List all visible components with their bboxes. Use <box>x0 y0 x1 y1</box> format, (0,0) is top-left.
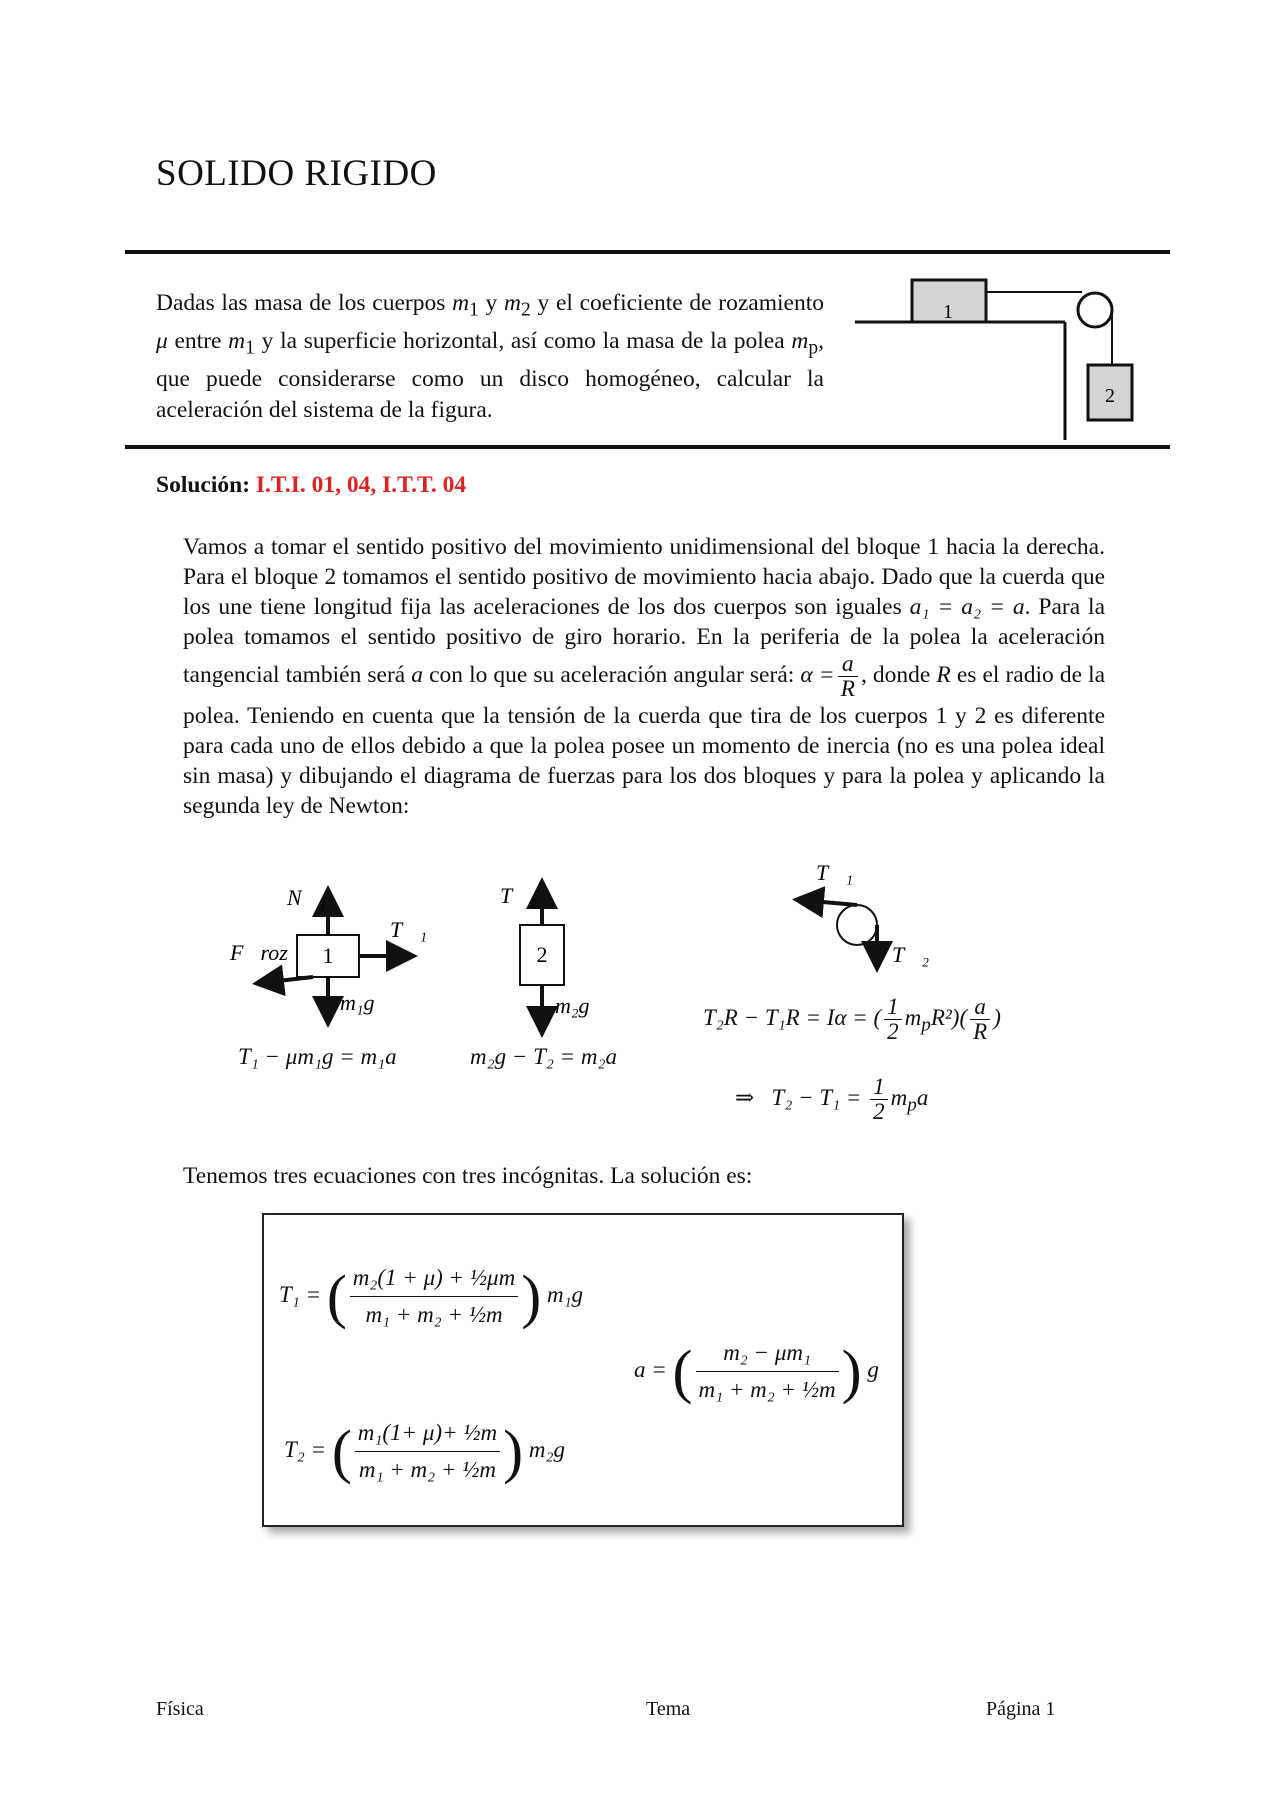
block2-label: 2 <box>1105 385 1115 407</box>
tension1-label: T⃗₁ <box>390 917 427 942</box>
friction-label: F⃗roz <box>230 940 288 965</box>
footer-left: Física <box>156 1698 204 1720</box>
a-solution: a = ( $\frac{\text{m₂ − μm₁}}{\text{m₁ + m₂ + ½m}}$ ) g <box>634 1335 879 1408</box>
alpha-fraction: $\frac{a}{R}$ <box>838 652 858 701</box>
pulley-force-diagram <box>780 850 940 980</box>
svg-text:2: 2 <box>536 942 548 967</box>
pulley-equation: T₂R − T₁R = Iα = ( $\frac{1}{2}$ $m_pR^2$)( $\frac{a}{R}$ ) <box>703 994 1001 1044</box>
block2-force-diagram <box>490 875 630 1040</box>
pulley-t1-label: T⃗₁ <box>816 860 853 885</box>
svg-text:1: 1 <box>322 943 334 968</box>
solution-header: Solución: I.T.I. 01, 04, I.T.T. 04 <box>156 472 467 498</box>
page-title: SOLIDO RIGIDO <box>156 153 437 194</box>
conclusion-text: Tenemos tres ecuaciones con tres incógnitas. La solución es: <box>183 1163 753 1189</box>
pulley-result: ⇒ T₂ − T₁ = $\frac{1}{2}$ $m_pa$ <box>735 1074 929 1124</box>
weight2-label: m₂g⃗ <box>555 993 607 1018</box>
t2-solution: T₂ = ( $\frac{\text{m₁(1+ μ)+ ½m}}{\text{m₁ + m₂ + ½m}}$ ) m₂g <box>284 1415 565 1488</box>
problem-statement: Dadas las masa de los cuerpos $m_1$ y $m_2$ y el coeficiente de rozamiento μ entre $m_1$ y la superficie horizontal, así como la masa de la polea $m_p$, que puede considerarse como un disco homogéneo, calcular la aceleración del sistema de la figura. <box>156 290 825 423</box>
weight1-label: m₁g⃗ <box>340 990 392 1015</box>
tension2-label: T⃗₂ <box>500 883 537 908</box>
normal-force-label: N⃗₁ <box>287 885 327 910</box>
block1-equation: T₁ − μm₁g = m₁a <box>238 1044 397 1069</box>
top-rule <box>125 250 1170 254</box>
block1-label: 1 <box>943 301 953 323</box>
footer-right: Página 1 <box>986 1698 1056 1720</box>
block1-force-diagram <box>225 875 445 1035</box>
solution-box <box>262 1213 904 1527</box>
t1-solution: T₁ = ( $\frac{\text{m₂(1 + μ) + ½μm}}{\text{m₁ + m₂ + ½m}}$ ) m₁g <box>279 1260 583 1333</box>
bottom-rule <box>125 445 1170 449</box>
system-figure <box>850 270 1140 445</box>
block2-equation: m₂g − T₂ = m₂a <box>470 1044 618 1069</box>
pulley-t2-label: T⃗₂ <box>892 942 929 967</box>
explanation-paragraph: Vamos a tomar el sentido positivo del movimiento unidimensional del bloque 1 hacia la derecha. Para el bloque 2 tomamos el sentido positivo de movimiento hacia abajo. Dado que la cuerda que los une tiene longitud fija las aceleraciones de los dos cuerpos son iguales a₁ = a₂ = a. Para la polea tomamos el sentido positivo de giro horario. En la periferia de la polea la aceleración tangencial también será a con lo que su aceleración angular será: α = $\frac{a}{R}$ , donde R es el radio de la polea. Teniendo en cuenta que la tensión de la cuerda que tira de los cuerpos 1 y 2 es diferente para cada uno de ellos debido a que la polea posee un momento de inercia (no es una polea ideal sin masa) y dibujando el diagrama de fuerzas para los dos bloques y para la polea y aplicando la segunda ley de Newton: <box>183 534 1106 819</box>
footer-center: Tema <box>646 1698 691 1720</box>
